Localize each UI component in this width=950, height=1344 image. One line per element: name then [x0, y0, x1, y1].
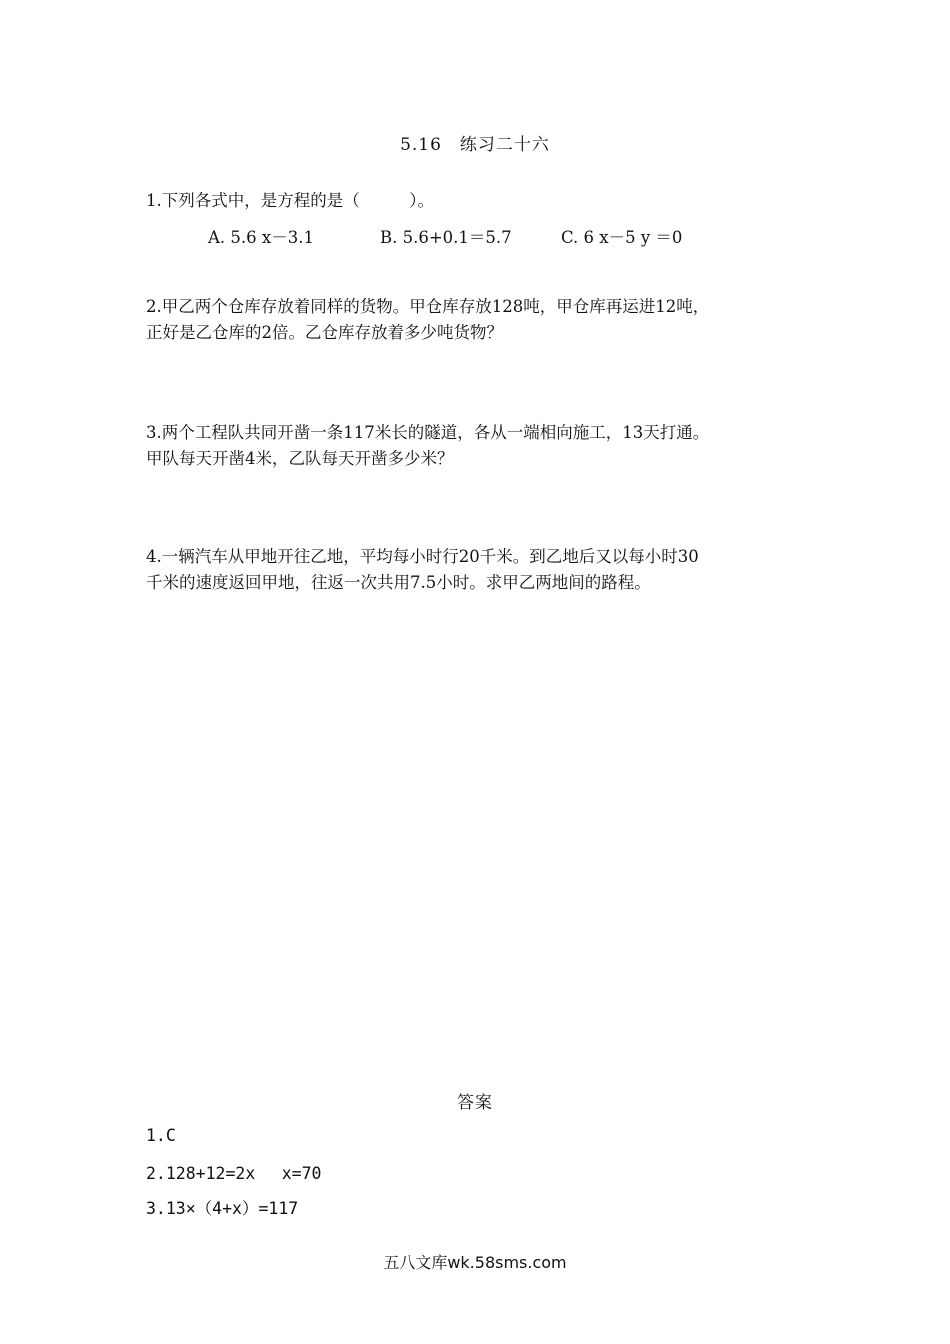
answer-1: 1.C: [146, 1126, 176, 1145]
option-b: B. 5.6+0.1＝5.7: [380, 228, 512, 247]
option-a: A. 5.6 x－3.1: [208, 228, 314, 247]
question-2-line-1: 2.甲乙两个仓库存放着同样的货物。甲仓库存放128吨，甲仓库再运进12吨，: [146, 297, 710, 316]
question-1-line-1: 1.下列各式中，是方程的是（ ）。: [146, 191, 434, 210]
answers-heading: 答案: [457, 1093, 493, 1113]
answer-2: 2.128+12=2x x=70: [146, 1164, 322, 1183]
question-3-line-2: 甲队每天开凿4米，乙队每天开凿多少米？: [146, 449, 454, 468]
option-c: C. 6 x－5 y ＝0: [561, 228, 683, 247]
question-2-line-2: 正好是乙仓库的2倍。乙仓库存放着多少吨货物？: [146, 323, 503, 342]
question-2: [146, 294, 806, 346]
footer-watermark: 五八文库wk.58sms.com: [383, 1253, 567, 1272]
answer-3: 3.13×（4+x）=117: [146, 1199, 299, 1218]
question-1: [146, 188, 806, 214]
question-1-options: [208, 224, 682, 248]
question-4-line-1: 4.一辆汽车从甲地开往乙地，平均每小时行20千米。到乙地后又以每小时30: [146, 547, 699, 566]
question-4: [146, 544, 806, 596]
question-3-line-1: 3.两个工程队共同开凿一条117米长的隧道，各从一端相向施工，13天打通。: [146, 423, 710, 442]
page-title: 5.16 练习二十六: [400, 135, 550, 155]
question-3: [146, 420, 806, 472]
question-4-line-2: 千米的速度返回甲地，往返一次共用7.5小时。求甲乙两地间的路程。: [146, 573, 651, 592]
